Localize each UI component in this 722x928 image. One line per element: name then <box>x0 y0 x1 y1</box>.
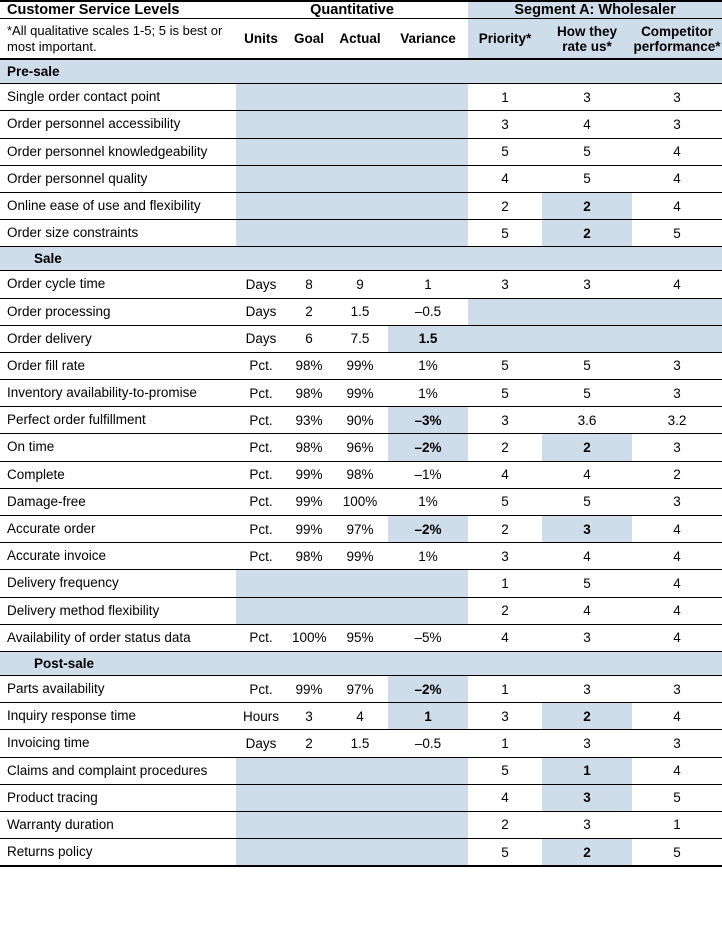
cell-goal <box>286 165 332 192</box>
cell-goal <box>286 84 332 111</box>
cell-actual <box>332 84 388 111</box>
cell-units <box>236 192 286 219</box>
table-row <box>0 784 722 811</box>
header-col-goal: Goal <box>286 19 332 60</box>
cell-variance <box>388 597 468 624</box>
cell-competitor-performance: 4 <box>632 138 722 165</box>
header-col-actual: Actual <box>332 19 388 60</box>
row-label: Parts availability <box>0 675 236 702</box>
cell-competitor-performance: 5 <box>632 220 722 247</box>
table-row <box>0 675 722 702</box>
row-label: On time <box>0 434 236 461</box>
row-label: Claims and complaint procedures <box>0 757 236 784</box>
cell-priority: 1 <box>468 84 542 111</box>
cell-variance: 1 <box>388 703 468 730</box>
cell-variance: –0.5 <box>388 298 468 325</box>
cell-competitor-performance: 3 <box>632 380 722 407</box>
cell-units: Days <box>236 271 286 298</box>
cell-goal: 2 <box>286 730 332 757</box>
cell-variance <box>388 839 468 867</box>
row-label: Damage-free <box>0 488 236 515</box>
header-col-priority: Priority* <box>468 19 542 60</box>
cell-priority: 4 <box>468 165 542 192</box>
row-label: Online ease of use and flexibility <box>0 192 236 219</box>
cell-how-they-rate-us: 4 <box>542 461 632 488</box>
cell-variance: –2% <box>388 675 468 702</box>
cell-how-they-rate-us: 5 <box>542 352 632 379</box>
cell-variance: 1% <box>388 352 468 379</box>
cell-priority: 1 <box>468 730 542 757</box>
table-row <box>0 757 722 784</box>
section-header-row <box>0 247 722 271</box>
cell-goal <box>286 839 332 867</box>
cell-competitor-performance: 4 <box>632 703 722 730</box>
cell-actual: 7.5 <box>332 325 388 352</box>
table-row <box>0 488 722 515</box>
section-header-row <box>0 59 722 84</box>
cell-priority: 5 <box>468 352 542 379</box>
header-col-variance: Variance <box>388 19 468 60</box>
table-row <box>0 407 722 434</box>
header-segment: Segment A: Wholesaler <box>468 1 722 19</box>
cell-how-they-rate-us: 3 <box>542 730 632 757</box>
cell-goal: 100% <box>286 624 332 651</box>
cell-goal <box>286 757 332 784</box>
cell-units: Pct. <box>236 675 286 702</box>
table-header-sub <box>0 19 722 60</box>
table-row <box>0 811 722 838</box>
row-label: Inquiry response time <box>0 703 236 730</box>
header-col-rate-us <box>542 19 632 60</box>
cell-variance <box>388 220 468 247</box>
cell-goal: 6 <box>286 325 332 352</box>
cell-priority: 5 <box>468 220 542 247</box>
cell-units: Days <box>236 298 286 325</box>
cell-how-they-rate-us: 3 <box>542 84 632 111</box>
row-label: Delivery method flexibility <box>0 597 236 624</box>
cell-competitor-performance: 3 <box>632 352 722 379</box>
cell-competitor-performance: 3 <box>632 434 722 461</box>
cell-priority: 5 <box>468 138 542 165</box>
cell-goal <box>286 192 332 219</box>
cell-how-they-rate-us: 2 <box>542 434 632 461</box>
table-row <box>0 570 722 597</box>
row-label: Accurate order <box>0 516 236 543</box>
cell-variance <box>388 138 468 165</box>
header-title: Customer Service Levels <box>0 1 236 19</box>
table-row <box>0 380 722 407</box>
cell-units: Pct. <box>236 624 286 651</box>
cell-competitor-performance: 4 <box>632 165 722 192</box>
table-row <box>0 597 722 624</box>
cell-variance: 1% <box>388 543 468 570</box>
cell-goal: 98% <box>286 434 332 461</box>
cell-how-they-rate-us: 3 <box>542 784 632 811</box>
cell-units <box>236 811 286 838</box>
cell-competitor-performance: 4 <box>632 624 722 651</box>
cell-units: Pct. <box>236 434 286 461</box>
table-row <box>0 111 722 138</box>
row-label: Order cycle time <box>0 271 236 298</box>
table-row <box>0 434 722 461</box>
section-title: Pre-sale <box>0 59 722 84</box>
cell-actual: 96% <box>332 434 388 461</box>
cell-actual: 100% <box>332 488 388 515</box>
cell-priority: 3 <box>468 271 542 298</box>
cell-competitor-performance: 4 <box>632 271 722 298</box>
section-title: Sale <box>0 247 722 271</box>
header-col-units: Units <box>236 19 286 60</box>
cell-variance <box>388 784 468 811</box>
table-row <box>0 839 722 867</box>
cell-variance: 1% <box>388 488 468 515</box>
cell-how-they-rate-us: 3 <box>542 271 632 298</box>
cell-how-they-rate-us: 5 <box>542 570 632 597</box>
cell-variance <box>388 84 468 111</box>
row-label: Order size constraints <box>0 220 236 247</box>
cell-units: Days <box>236 325 286 352</box>
cell-priority: 5 <box>468 488 542 515</box>
table-row <box>0 220 722 247</box>
cell-units: Pct. <box>236 380 286 407</box>
row-label: Invoicing time <box>0 730 236 757</box>
cell-actual <box>332 111 388 138</box>
cell-priority <box>468 325 542 352</box>
table-row <box>0 192 722 219</box>
cell-units <box>236 839 286 867</box>
cell-actual: 95% <box>332 624 388 651</box>
cell-competitor-performance <box>632 325 722 352</box>
cell-units: Pct. <box>236 543 286 570</box>
cell-units <box>236 757 286 784</box>
cell-goal <box>286 111 332 138</box>
cell-competitor-performance: 4 <box>632 597 722 624</box>
cell-actual <box>332 757 388 784</box>
cell-competitor-performance: 2 <box>632 461 722 488</box>
cell-priority: 2 <box>468 192 542 219</box>
row-label: Accurate invoice <box>0 543 236 570</box>
cell-units: Pct. <box>236 488 286 515</box>
cell-actual: 99% <box>332 543 388 570</box>
cell-competitor-performance: 3 <box>632 111 722 138</box>
cell-actual <box>332 597 388 624</box>
cell-goal <box>286 784 332 811</box>
cell-priority <box>468 298 542 325</box>
cell-goal <box>286 597 332 624</box>
cell-how-they-rate-us: 2 <box>542 703 632 730</box>
row-label: Perfect order fulfillment <box>0 407 236 434</box>
table-header-top <box>0 1 722 19</box>
cell-variance <box>388 192 468 219</box>
cell-priority: 3 <box>468 543 542 570</box>
cell-priority: 2 <box>468 597 542 624</box>
cell-variance: –2% <box>388 434 468 461</box>
cell-variance <box>388 111 468 138</box>
cell-actual: 97% <box>332 516 388 543</box>
table-row <box>0 624 722 651</box>
cell-how-they-rate-us: 4 <box>542 111 632 138</box>
table-row <box>0 325 722 352</box>
cell-variance <box>388 811 468 838</box>
table-row <box>0 461 722 488</box>
cell-units: Pct. <box>236 352 286 379</box>
cell-priority: 4 <box>468 461 542 488</box>
cell-variance <box>388 165 468 192</box>
cell-variance <box>388 757 468 784</box>
cell-competitor-performance: 3 <box>632 84 722 111</box>
table-row <box>0 138 722 165</box>
cell-how-they-rate-us: 3 <box>542 624 632 651</box>
cell-actual <box>332 784 388 811</box>
row-label: Order personnel accessibility <box>0 111 236 138</box>
row-label: Complete <box>0 461 236 488</box>
cell-competitor-performance: 5 <box>632 784 722 811</box>
row-label: Inventory availability-to-promise <box>0 380 236 407</box>
table-row <box>0 516 722 543</box>
cell-priority: 5 <box>468 380 542 407</box>
cell-how-they-rate-us: 2 <box>542 220 632 247</box>
cell-actual: 99% <box>332 380 388 407</box>
cell-how-they-rate-us: 5 <box>542 488 632 515</box>
cell-units: Pct. <box>236 516 286 543</box>
header-quantitative: Quantitative <box>236 1 468 19</box>
cell-actual: 1.5 <box>332 298 388 325</box>
cell-actual <box>332 165 388 192</box>
cell-how-they-rate-us <box>542 298 632 325</box>
table-row <box>0 165 722 192</box>
section-title: Post-sale <box>0 651 722 675</box>
cell-priority: 4 <box>468 784 542 811</box>
cell-goal <box>286 220 332 247</box>
table-row <box>0 703 722 730</box>
cell-how-they-rate-us: 5 <box>542 138 632 165</box>
row-label: Availability of order status data <box>0 624 236 651</box>
cell-priority: 1 <box>468 675 542 702</box>
table-row <box>0 298 722 325</box>
cell-how-they-rate-us: 3 <box>542 516 632 543</box>
cell-variance <box>388 570 468 597</box>
cell-competitor-performance: 3 <box>632 675 722 702</box>
cell-goal: 98% <box>286 543 332 570</box>
cell-goal: 2 <box>286 298 332 325</box>
cell-units <box>236 597 286 624</box>
cell-goal: 99% <box>286 675 332 702</box>
cell-how-they-rate-us: 4 <box>542 543 632 570</box>
row-label: Order processing <box>0 298 236 325</box>
cell-variance: 1 <box>388 271 468 298</box>
cell-how-they-rate-us: 3.6 <box>542 407 632 434</box>
cell-variance: –2% <box>388 516 468 543</box>
cell-goal: 93% <box>286 407 332 434</box>
cell-goal <box>286 570 332 597</box>
cell-actual: 90% <box>332 407 388 434</box>
cell-competitor-performance: 3.2 <box>632 407 722 434</box>
cell-actual: 9 <box>332 271 388 298</box>
row-label: Product tracing <box>0 784 236 811</box>
cell-goal: 99% <box>286 516 332 543</box>
cell-competitor-performance: 5 <box>632 839 722 867</box>
row-label: Single order contact point <box>0 84 236 111</box>
cell-how-they-rate-us: 5 <box>542 380 632 407</box>
cell-how-they-rate-us: 5 <box>542 165 632 192</box>
cell-variance: 1% <box>388 380 468 407</box>
cell-competitor-performance: 4 <box>632 570 722 597</box>
cell-competitor-performance: 4 <box>632 192 722 219</box>
cell-how-they-rate-us: 1 <box>542 757 632 784</box>
cell-how-they-rate-us: 2 <box>542 839 632 867</box>
cell-how-they-rate-us: 3 <box>542 811 632 838</box>
cell-units <box>236 84 286 111</box>
cell-goal: 99% <box>286 488 332 515</box>
section-header-row <box>0 651 722 675</box>
cell-priority: 5 <box>468 839 542 867</box>
cell-units <box>236 111 286 138</box>
table-row <box>0 543 722 570</box>
cell-units <box>236 570 286 597</box>
cell-variance: –0.5 <box>388 730 468 757</box>
cell-priority: 3 <box>468 703 542 730</box>
cell-units <box>236 220 286 247</box>
cell-actual: 1.5 <box>332 730 388 757</box>
cell-variance: –3% <box>388 407 468 434</box>
cell-goal: 98% <box>286 380 332 407</box>
cell-units <box>236 138 286 165</box>
cell-priority: 1 <box>468 570 542 597</box>
table-row <box>0 84 722 111</box>
row-label: Delivery frequency <box>0 570 236 597</box>
row-label: Order fill rate <box>0 352 236 379</box>
header-col-competitor-line2: performance* <box>633 38 721 54</box>
cell-actual <box>332 138 388 165</box>
row-label: Warranty duration <box>0 811 236 838</box>
cell-priority: 4 <box>468 624 542 651</box>
cell-priority: 3 <box>468 407 542 434</box>
cell-units: Pct. <box>236 407 286 434</box>
cell-priority: 2 <box>468 516 542 543</box>
cell-units: Pct. <box>236 461 286 488</box>
table-row <box>0 352 722 379</box>
cell-units: Hours <box>236 703 286 730</box>
cell-actual: 4 <box>332 703 388 730</box>
cell-how-they-rate-us <box>542 325 632 352</box>
cell-units: Days <box>236 730 286 757</box>
cell-goal <box>286 811 332 838</box>
cell-how-they-rate-us: 4 <box>542 597 632 624</box>
cell-priority: 5 <box>468 757 542 784</box>
cell-actual: 98% <box>332 461 388 488</box>
header-col-competitor <box>632 19 722 60</box>
cell-priority: 2 <box>468 811 542 838</box>
cell-competitor-performance: 3 <box>632 730 722 757</box>
cell-competitor-performance <box>632 298 722 325</box>
cell-actual <box>332 839 388 867</box>
cell-actual: 99% <box>332 352 388 379</box>
row-label: Returns policy <box>0 839 236 867</box>
cell-how-they-rate-us: 3 <box>542 675 632 702</box>
cell-variance: –5% <box>388 624 468 651</box>
cell-actual <box>332 570 388 597</box>
cell-actual <box>332 220 388 247</box>
cell-priority: 3 <box>468 111 542 138</box>
cell-competitor-performance: 4 <box>632 543 722 570</box>
cell-actual: 97% <box>332 675 388 702</box>
header-note: *All qualitative scales 1-5; 5 is best or most important. <box>0 19 236 60</box>
row-label: Order personnel quality <box>0 165 236 192</box>
row-label: Order personnel knowledgeability <box>0 138 236 165</box>
cell-competitor-performance: 4 <box>632 757 722 784</box>
cell-goal: 98% <box>286 352 332 379</box>
cell-competitor-performance: 4 <box>632 516 722 543</box>
cell-competitor-performance: 1 <box>632 811 722 838</box>
table-bottom-rule <box>0 866 722 867</box>
cell-variance: 1.5 <box>388 325 468 352</box>
cell-units <box>236 165 286 192</box>
header-col-competitor-line1: Competitor <box>641 23 714 39</box>
table-row <box>0 271 722 298</box>
cell-goal <box>286 138 332 165</box>
row-label: Order delivery <box>0 325 236 352</box>
header-col-rate-us-line1: How they <box>557 23 618 39</box>
cell-priority: 2 <box>468 434 542 461</box>
cell-how-they-rate-us: 2 <box>542 192 632 219</box>
bottom-rule-cell <box>0 866 722 867</box>
cell-actual <box>332 192 388 219</box>
cell-goal: 3 <box>286 703 332 730</box>
table-row <box>0 730 722 757</box>
cell-variance: –1% <box>388 461 468 488</box>
cell-actual <box>332 811 388 838</box>
cell-units <box>236 784 286 811</box>
cell-goal: 8 <box>286 271 332 298</box>
cell-competitor-performance: 3 <box>632 488 722 515</box>
cell-goal: 99% <box>286 461 332 488</box>
header-col-rate-us-line2: rate us* <box>562 38 612 54</box>
